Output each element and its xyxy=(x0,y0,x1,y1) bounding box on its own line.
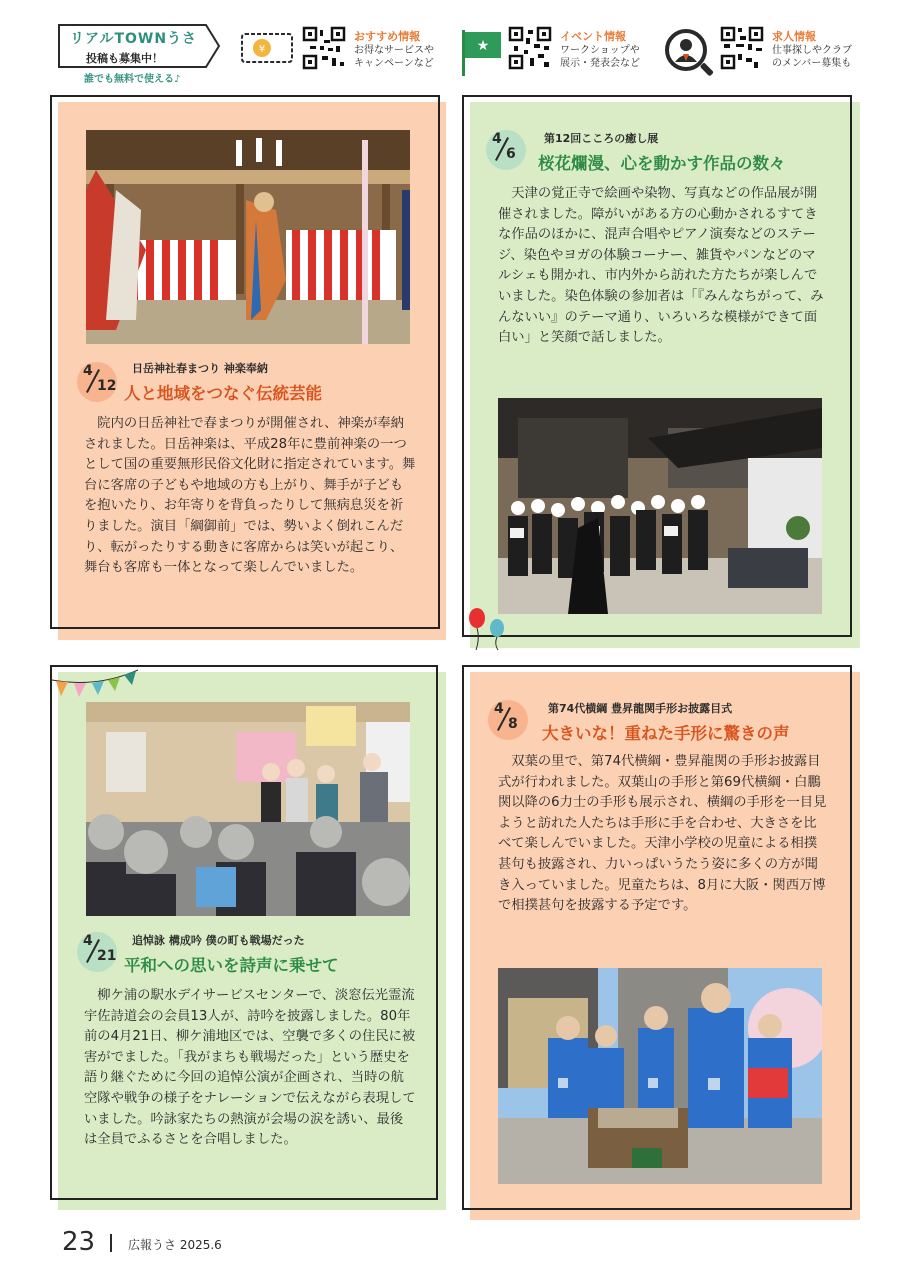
publication-name: 広報うさ 2025.6 xyxy=(128,1238,222,1252)
badge-subtitle: 投稿も募集中！ xyxy=(86,52,163,65)
article-title: 平和への思いを詩声に乗せて xyxy=(124,956,339,975)
flag-icon xyxy=(460,28,504,82)
qr-code-event[interactable] xyxy=(508,26,552,70)
article-subtitle: 第12回こころの癒し展 xyxy=(544,132,659,145)
date-badge: 4 8 xyxy=(488,700,528,740)
article-body: 双葉の里で、第74代横綱・豊昇龍関の手形お披露目式が行われました。双葉山の手形と第69代横綱・白鵬関以降の6力士の手形も展示され、横綱の手形を一目見ようと訪れた人たちは手形に手を合わせ、大きさを比べて楽しんでいました。天津小学校の児童による相撲甚句も披露され、力いっぱいうたう姿に多くの方が聞き入っていました。児童たちは、8月に大阪・関西万博で相撲甚句を披露する予定です。 xyxy=(498,754,827,914)
article-body: 院内の日岳神社で春まつりが開催され、神楽が奉納されました。日岳神楽は、平成28年に豊前神楽の一つとして国の重要無形民俗文化財に指定されています。舞台に客席の子どもや地域の方も上がり、舞手が子どもを抱いたり、お年寄りを背負ったりして無病息災を祈りました。演目「綱御前」では、勢いよく倒れこんだり、転がったりする動きに客席からは笑いが起こり、舞台も客席も一体となって楽しんでいました。 xyxy=(84,416,416,576)
footer-divider xyxy=(110,1234,112,1252)
photo-handprint-children xyxy=(498,968,822,1184)
jobs-title: 求人情報 xyxy=(772,30,816,43)
article-title: 桜花爛漫、心を動かす作品の数々 xyxy=(538,154,786,173)
header-badge xyxy=(56,22,222,70)
bunting-icon xyxy=(52,666,142,706)
photo-poetry-recital xyxy=(86,702,410,916)
recommend-title: おすすめ情報 xyxy=(354,30,421,43)
balloons-icon xyxy=(466,604,506,652)
article-title: 大きいな！重ねた手形に驚きの声 xyxy=(542,724,790,743)
svg-text:¥: ¥ xyxy=(258,44,266,55)
article-subtitle: 第74代横綱 豊昇龍関手形お披露目式 xyxy=(548,702,733,715)
article-subtitle: 日岳神社春まつり 神楽奉納 xyxy=(132,362,268,375)
coupon-icon xyxy=(240,28,296,72)
article-title: 人と地域をつなぐ伝統芸能 xyxy=(124,384,322,403)
article-body: 天津の覚正寺で絵画や染物、写真などの作品展が開催されました。障がいがある方の心動かされるすてきな作品のほかに、混声合唱やピアノ演奏などのステージ、染色やヨガの体験コーナー、雑貨やパンなどのマルシェも開かれ、市内外から訪れた方たちが楽しんでいました。染色体験の参加者は「『みんなちがって、みんないい』のテーマ通り、いろいろな模様ができて面白い」と笑顔で話しました。 xyxy=(498,186,824,346)
qr-code-recommend[interactable] xyxy=(302,26,346,70)
header-group-event[interactable] xyxy=(460,24,660,76)
page-number: 23 xyxy=(62,1227,96,1257)
header-group-jobs[interactable] xyxy=(664,24,864,76)
event-title: イベント情報 xyxy=(560,30,626,43)
badge-title: リアルTOWNうさ xyxy=(70,31,198,47)
recommend-desc: お得なサービスや キャンペーンなど xyxy=(354,45,434,69)
qr-code-jobs[interactable] xyxy=(720,26,764,70)
badge-note: 誰でも無料で使える♪ xyxy=(84,74,181,85)
jobs-desc: 仕事探しやクラブ のメンバー募集も xyxy=(772,45,852,69)
date-badge: 4 12 xyxy=(77,362,117,402)
header-group-recommend[interactable] xyxy=(240,24,440,76)
article-subtitle: 追悼詠 構成吟 僕の町も戦場だった xyxy=(132,934,305,947)
magnifier-person-icon xyxy=(664,28,716,84)
date-badge: 4 21 xyxy=(77,932,117,972)
date-badge: 4 6 xyxy=(486,130,526,170)
svg-text:★: ★ xyxy=(476,38,490,54)
photo-kagura-dance xyxy=(86,130,410,344)
article-body: 柳ケ浦の駅水デイサービスセンターで、淡窓伝光霊流 宇佐詩道会の会員13人が、詩吟を披露しました。80年前の4月21日、柳ケ浦地区では、空襲で多くの住民に被害がでました。「我がまちも戦場だった」という歴史を語り継ぐために今回の追悼公演が企画され、当時の航空隊や戦争の様子をナレーションで伝えながら表現していました。吟詠家たちの熱演が会場の涙を誘い、最後は全員でふるさとを合唱しました。 xyxy=(84,988,416,1148)
photo-chorus-performance xyxy=(498,398,822,614)
event-desc: ワークショップや 展示・発表会など xyxy=(560,45,640,69)
